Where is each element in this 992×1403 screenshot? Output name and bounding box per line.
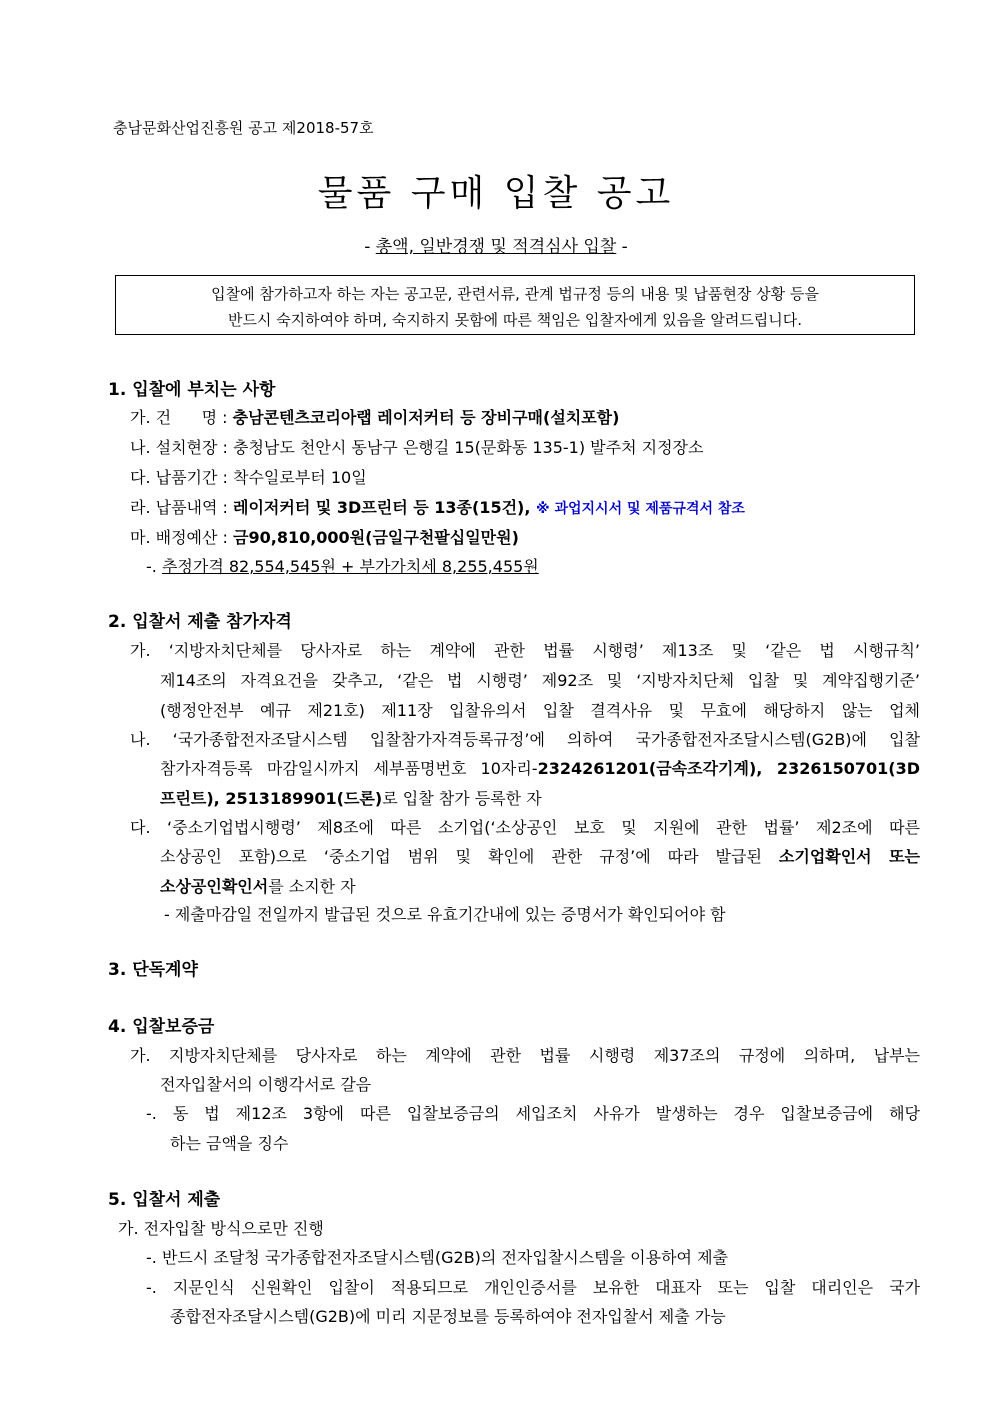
s2-da-line-2 (160, 847, 920, 867)
s1-ga-value: 충남콘텐츠코리아랩 레이저커터 등 장비구매(설치포함) (232, 408, 620, 427)
s4-sub-line-2: 하는 금액을 징수 (170, 1134, 289, 1153)
s2-da-line-3 (160, 877, 356, 897)
warning-notice-box (115, 275, 915, 335)
s1-item-da (130, 468, 367, 488)
s1-item-na (130, 438, 703, 458)
s2-na-line-3b: 로 입찰 참가 등록한 자 (382, 789, 542, 808)
section-4-heading: 4. 입찰보증금 (108, 1017, 215, 1037)
s1-da-value: 착수일로부터 10일 (233, 468, 367, 487)
s1-ga-label: 가. 건 명 : (130, 408, 233, 427)
s1-sub-text: 추정가격 82,554,545원 + 부가가치세 8,255,455원 (161, 557, 539, 576)
s1-ra-note: ※ 과업지시서 및 제품규격서 참조 (536, 501, 745, 517)
document-title: 물품 구매 입찰 공고 (317, 173, 675, 214)
s2-da-sub: - 제출마감일 전일까지 발급된 것으로 유효기간내에 있는 증명서가 확인되어야 함 (164, 905, 726, 924)
warning-line-2: 반드시 숙지하여야 하며, 숙지하지 못함에 따른 책임은 입찰자에게 있음을 알려드립니다. (227, 311, 803, 329)
s2-da-line-3b: 를 소지한 자 (268, 877, 356, 896)
s2-ga-line-1: 가. ‘지방자치단체를 당사자로 하는 계약에 관한 법률 시행령’ 제13조 및 ‘같은 법 시행규칙’ (130, 641, 920, 660)
s1-ma-value: 금90,810,000원(금일구천팔십일만원) (233, 528, 519, 547)
s2-na-line-1: 나. ‘국가종합전자조달시스템 입찰참가자격등록규정’에 의하여 국가종합전자조달시스템(G2B)에 입찰 (130, 730, 920, 749)
s1-sub-dash: -. (146, 557, 162, 576)
s2-da-line-3a: 소상공인확인서 (160, 877, 269, 896)
section-1-heading: 1. 입찰에 부치는 사항 (108, 380, 276, 400)
s5-sub-2-line-1: -. 지문인식 신원확인 입찰이 적용되므로 개인인증서를 보유한 대표자 또는 입찰 대리인은 국가 (146, 1278, 920, 1297)
s2-na-line-2b: 2324261201(금속조각기계), 2326150701(3D (537, 759, 920, 778)
document-subtitle (0, 236, 992, 258)
s5-sub-1: -. 반드시 조달청 국가종합전자조달시스템(G2B)의 전자입찰시스템을 이용하여 제출 (146, 1248, 729, 1267)
s1-ra-value: 레이저커터 및 3D프린터 등 13종(15건), (233, 498, 536, 517)
s2-da-line-2a: 소상공인 포함)으로 ‘중소기업 범위 및 확인에 관한 규정’에 따라 발급된 (160, 847, 779, 866)
s1-ra-label: 라. 납품내역 : (130, 498, 234, 517)
s2-na-line-2a: 참가자격등록 마감일시까지 세부품명번호 10자리- (160, 759, 538, 778)
warning-line-1: 입찰에 참가하고자 하는 자는 공고문, 관련서류, 관계 법규정 등의 내용 및 납품현장 상황 등을 (211, 285, 819, 303)
notice-number: 충남문화산업진흥원 공고 제2018-57호 (113, 119, 374, 137)
s2-na-line-2 (160, 759, 920, 779)
subtitle-dash-left: - (364, 237, 376, 257)
s2-da-line-1: 다. ‘중소기업법시행령’ 제8조에 따른 소기업(‘소상공인 보호 및 지원에 관한 법률’ 제2조에 따른 (130, 818, 920, 837)
s1-da-label: 다. 납품기간 : (130, 468, 234, 487)
s1-na-value: 충청남도 천안시 동남구 은행길 15(문화동 135-1) 발주처 지정장소 (233, 438, 704, 457)
s1-item-ma (130, 528, 519, 548)
section-2-heading: 2. 입찰서 제출 참가자격 (108, 612, 292, 632)
s2-na-line-3a: 프린트), 2513189901(드론) (160, 789, 383, 808)
s5-ga: 가. 전자입찰 방식으로만 진행 (118, 1219, 324, 1238)
s5-sub-2-line-2: 종합전자조달시스템(G2B)에 미리 지문정보를 등록하여야 전자입찰서 제출 가능 (170, 1307, 726, 1326)
subtitle-dash-right: - (616, 237, 628, 257)
s2-na-line-3 (160, 789, 542, 809)
subtitle-text: 총액, 일반경쟁 및 적격심사 입찰 (375, 237, 617, 257)
s1-ma-label: 마. 배정예산 : (130, 528, 234, 547)
s1-na-label: 나. 설치현장 : (130, 438, 234, 457)
s2-ga-line-3: (행정안전부 예규 제21호) 제11장 입찰유의서 입찰 결격사유 및 무효에 해당하지 않는 업체 (160, 701, 920, 720)
s2-ga-line-2: 제14조의 자격요건을 갖추고, ‘같은 법 시행령’ 제92조 및 ‘지방자치단체 입찰 및 계약집행기준’ (160, 671, 920, 690)
s4-ga-line-1: 가. 지방자치단체를 당사자로 하는 계약에 관한 법률 시행령 제37조의 규정에 의하며, 납부는 (130, 1046, 920, 1065)
section-3-heading: 3. 단독계약 (108, 960, 198, 980)
s4-ga-line-2: 전자입찰서의 이행각서로 갈음 (160, 1075, 372, 1094)
s4-sub-line-1: -. 동 법 제12조 3항에 따른 입찰보증금의 세입조치 사유가 발생하는 경우 입찰보증금에 해당 (146, 1104, 920, 1123)
s2-da-line-2b: 소기업확인서 또는 (778, 847, 921, 866)
s1-item-ra (130, 498, 745, 519)
section-5-heading: 5. 입찰서 제출 (108, 1190, 221, 1210)
s1-sub-estimate (146, 557, 539, 577)
s1-item-ga (130, 408, 619, 428)
